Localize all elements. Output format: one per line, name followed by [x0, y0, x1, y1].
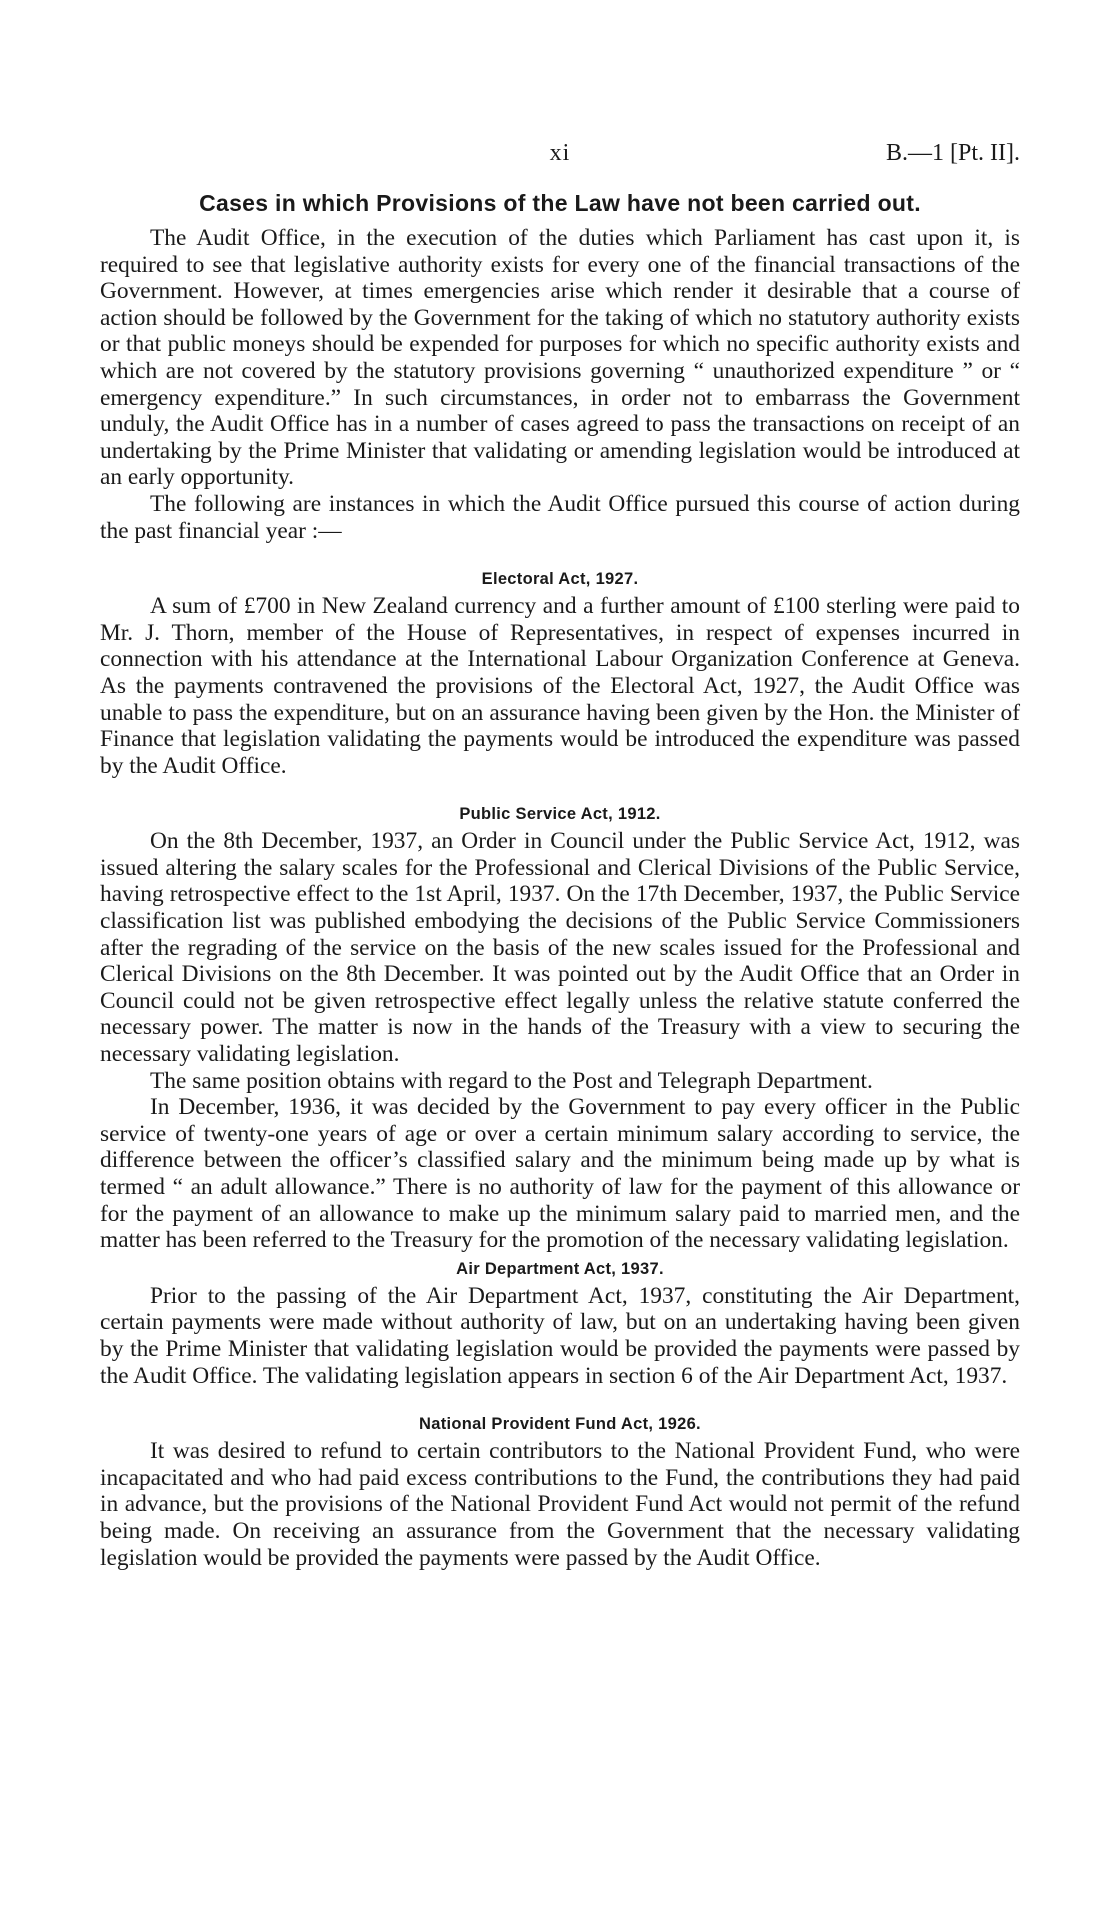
intro-paragraph: The Audit Office, in the execution of the duties which Parliament has cast upon it, is required to see that legislative authority exists for every one of the financial transactions of the Government. However, at times emergencies arise which render it desirable that a course of action should be followed by the Government for the taking of which no statutory authority exists or that public moneys should be expended for purposes for which no specific authority exists and which are not covered by the statutory provisions governing “ unauthorized expenditure ” or “ emergency expenditure.” In such circumstances, in order not to embarrass the Government unduly, the Audit Office has in a number of cases agreed to pass the transactions on receipt of an undertaking by the Prime Minister that validating or amending legislation would be introduced at an early opportunity.: [100, 225, 1020, 491]
section-paragraph: It was desired to refund to certain contributors to the National Provident Fund, who were incapacitated and who had paid excess contributions to the Fund, the contributions they had paid in advance, but the provisions of the National Provident Fund Act would not permit of the refund being made. On receiving an assurance from the Government that the necessary validating legislation would be provided the payments were passed by the Audit Office.: [100, 1438, 1020, 1571]
section-paragraph: In December, 1936, it was decided by the Government to pay every officer in the Public service of twenty-one years of age or over a certain minimum salary according to service, the difference between the officer’s classified salary and the minimum being made up by what is termed “ an adult allowance.” There is no authority of law for the payment of this allowance or for the payment of an allowance to make up the minimum salary paid to married men, and the matter has been referred to the Treasury for the promotion of the necessary validating legislation.: [100, 1094, 1020, 1254]
page-number: xi: [549, 140, 571, 166]
section-paragraph: The same position obtains with regard to the Post and Telegraph Department.: [150, 1067, 873, 1094]
page-header: [100, 140, 1020, 174]
document-body: [100, 190, 1020, 1571]
document-reference: B.—1 [Pt. II].: [886, 140, 1020, 166]
section-heading-national-provident-fund-act: National Provident Fund Act, 1926.: [419, 1415, 701, 1434]
section-paragraph: On the 8th December, 1937, an Order in Council under the Public Service Act, 1912, was issued altering the salary scales for the Professional and Clerical Divisions of the Public Service, having retrospective effect to the 1st April, 1937. On the 17th December, 1937, the Public Service classification list was published embodying the decisions of the Public Service Commissioners after the regrading of the service on the basis of the new scales issued for the Professional and Clerical Divisions on the 8th December. It was pointed out by the Audit Office that an Order in Council could not be given retrospective effect legally unless the relative statute conferred the necessary power. The matter is now in the hands of the Treasury with a view to securing the necessary validating legislation.: [100, 828, 1020, 1068]
intro-paragraph: The following are instances in which the Audit Office pursued this course of action during the past financial year :—: [100, 490, 1020, 544]
section-heading-public-service-act: Public Service Act, 1912.: [459, 805, 661, 824]
section-heading-air-department-act: Air Department Act, 1937.: [456, 1259, 664, 1278]
section-paragraph: A sum of £700 in New Zealand currency and a further amount of £100 sterling were paid to Mr. J. Thorn, member of the House of Representatives, in respect of expenses incurred in connection with his attendance at the International Labour Organization Conference at Geneva. As the payments contravened the provisions of the Electoral Act, 1927, the Audit Office was unable to pass the expenditure, but on an assurance having been given by the Hon. the Minister of Finance that legislation validating the payments would be introduced the expenditure was passed by the Audit Office.: [100, 593, 1020, 779]
section-heading-electoral-act: Electoral Act, 1927.: [481, 570, 639, 589]
page-title: Cases in which Provisions of the Law have not been carried out.: [199, 190, 921, 216]
section-paragraph: Prior to the passing of the Air Department Act, 1937, constituting the Air Department, certain payments were made without authority of law, but on an undertaking having been given by the Prime Minister that validating legislation would be provided the payments were passed by the Audit Office. The validating legislation appears in section 6 of the Air Department Act, 1937.: [100, 1282, 1020, 1389]
